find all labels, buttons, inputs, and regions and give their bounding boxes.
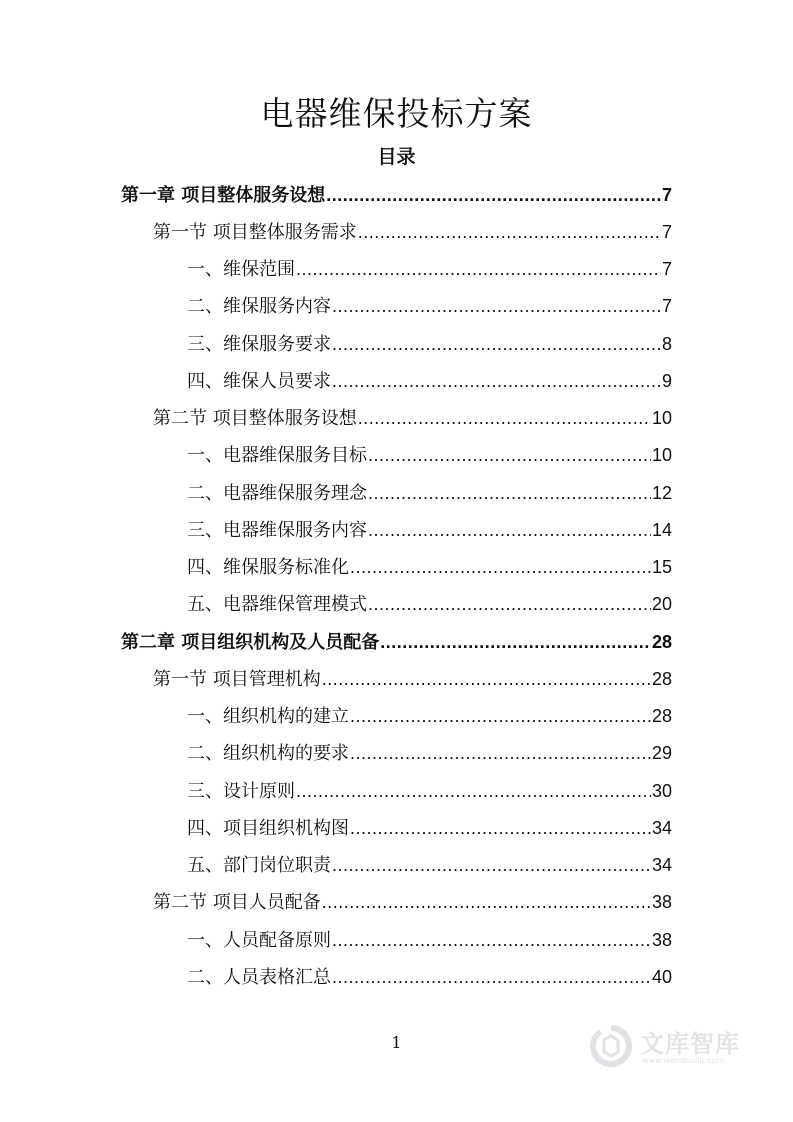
toc-entry[interactable] bbox=[187, 479, 672, 507]
toc-entry[interactable] bbox=[121, 181, 672, 209]
toc-dot-leader bbox=[350, 814, 651, 842]
toc-entry[interactable] bbox=[187, 963, 672, 991]
toc-dot-leader bbox=[296, 255, 661, 283]
watermark-url: www.wenduolib.com bbox=[642, 1056, 725, 1065]
toc-entry[interactable] bbox=[187, 255, 672, 283]
toc-entry[interactable] bbox=[187, 590, 672, 618]
toc-dot-leader bbox=[358, 404, 651, 432]
toc-entry-page: 28 bbox=[651, 706, 672, 726]
toc-dot-leader bbox=[332, 851, 651, 879]
toc-dot-leader bbox=[350, 739, 651, 767]
toc-entry[interactable] bbox=[187, 926, 672, 954]
toc-dot-leader bbox=[332, 926, 651, 954]
toc-entry-page: 7 bbox=[661, 259, 672, 279]
toc-entry-label: 一、组织机构的建立 bbox=[187, 706, 349, 727]
watermark-name: 文库智库 bbox=[640, 1030, 740, 1058]
toc-entry[interactable] bbox=[187, 777, 672, 805]
toc-entry[interactable] bbox=[153, 218, 672, 246]
toc-entry[interactable] bbox=[187, 739, 672, 767]
toc-dot-leader bbox=[368, 479, 651, 507]
toc-entry-page: 10 bbox=[651, 408, 672, 428]
toc-entry-page: 20 bbox=[651, 594, 672, 614]
toc-entry[interactable] bbox=[153, 665, 672, 693]
toc-entry[interactable] bbox=[187, 553, 672, 581]
toc-dot-leader bbox=[332, 292, 661, 320]
toc-entry[interactable] bbox=[187, 330, 672, 358]
toc-entry-page: 7 bbox=[661, 222, 672, 242]
toc-entry[interactable] bbox=[153, 888, 672, 916]
toc-dot-leader bbox=[368, 516, 651, 544]
toc-entry-page: 38 bbox=[651, 930, 672, 950]
toc-entry-page: 12 bbox=[651, 483, 672, 503]
toc-entry[interactable] bbox=[187, 814, 672, 842]
toc-entry-label: 五、电器维保管理模式 bbox=[187, 594, 367, 615]
toc-dot-leader bbox=[358, 218, 661, 246]
toc-entry-page: 40 bbox=[651, 967, 672, 987]
toc-entry-page: 34 bbox=[651, 818, 672, 838]
toc-entry-label: 第一节 项目管理机构 bbox=[153, 669, 321, 690]
toc-heading: 目录 bbox=[377, 146, 416, 168]
toc-entry-page: 28 bbox=[651, 669, 672, 689]
toc-entry[interactable] bbox=[187, 292, 672, 320]
toc-dot-leader bbox=[368, 590, 651, 618]
toc-entry[interactable] bbox=[187, 441, 672, 469]
toc-entry-page: 28 bbox=[651, 632, 672, 652]
page-number: 1 bbox=[391, 1033, 402, 1052]
toc-entry-page: 29 bbox=[651, 743, 672, 763]
toc-dot-leader bbox=[332, 367, 661, 395]
toc-entry[interactable] bbox=[187, 702, 672, 730]
document-title: 电器维保投标方案 bbox=[260, 94, 533, 133]
watermark-logo-icon bbox=[586, 1022, 636, 1072]
toc-entry-label: 二、电器维保服务理念 bbox=[187, 483, 367, 504]
toc-entry-page: 34 bbox=[651, 855, 672, 875]
toc-entry-label: 第二章 项目组织机构及人员配备 bbox=[121, 632, 380, 653]
toc-entry[interactable] bbox=[187, 367, 672, 395]
toc-entry-page: 30 bbox=[651, 781, 672, 801]
toc-entry-label: 三、电器维保服务内容 bbox=[187, 520, 367, 541]
toc-entry-label: 第二节 项目人员配备 bbox=[153, 892, 321, 913]
watermark bbox=[586, 1018, 766, 1078]
toc-entry-label: 第一章 项目整体服务设想 bbox=[121, 185, 326, 206]
toc-dot-leader bbox=[368, 441, 651, 469]
toc-entry[interactable] bbox=[187, 516, 672, 544]
toc-entry-label: 二、组织机构的要求 bbox=[187, 743, 349, 764]
toc-dot-leader bbox=[332, 963, 651, 991]
toc-entry-label: 四、维保人员要求 bbox=[187, 371, 331, 392]
toc-entry[interactable] bbox=[153, 404, 672, 432]
toc-dot-leader bbox=[350, 553, 651, 581]
toc-entry-page: 10 bbox=[651, 445, 672, 465]
toc-dot-leader bbox=[332, 330, 661, 358]
toc-entry-label: 二、人员表格汇总 bbox=[187, 967, 331, 988]
toc-entry-label: 四、项目组织机构图 bbox=[187, 818, 349, 839]
toc-entry-label: 第一节 项目整体服务需求 bbox=[153, 222, 357, 243]
toc-dot-leader bbox=[296, 777, 651, 805]
toc-entry-label: 四、维保服务标准化 bbox=[187, 557, 349, 578]
toc-entry-page: 7 bbox=[661, 296, 672, 316]
toc-entry-label: 一、人员配备原则 bbox=[187, 930, 331, 951]
toc-dot-leader bbox=[326, 181, 661, 209]
toc-entry-page: 14 bbox=[651, 520, 672, 540]
toc-entry-page: 38 bbox=[651, 892, 672, 912]
toc-entry-label: 一、电器维保服务目标 bbox=[187, 445, 367, 466]
toc-entry-page: 9 bbox=[661, 371, 672, 391]
toc-dot-leader bbox=[322, 665, 651, 693]
toc-dot-leader bbox=[350, 702, 651, 730]
toc-entry[interactable] bbox=[121, 628, 672, 656]
toc-entry-label: 五、部门岗位职责 bbox=[187, 855, 331, 876]
toc-dot-leader bbox=[380, 628, 651, 656]
toc-entry-label: 二、维保服务内容 bbox=[187, 296, 331, 317]
toc-entry-page: 15 bbox=[651, 557, 672, 577]
toc-entry-label: 三、设计原则 bbox=[187, 781, 295, 802]
toc-entry-label: 一、维保范围 bbox=[187, 259, 295, 280]
toc-entry-label: 第二节 项目整体服务设想 bbox=[153, 408, 357, 429]
toc-entry-page: 7 bbox=[661, 185, 672, 205]
toc-entry-page: 8 bbox=[661, 334, 672, 354]
toc-entry[interactable] bbox=[187, 851, 672, 879]
toc-entry-label: 三、维保服务要求 bbox=[187, 334, 331, 355]
toc-dot-leader bbox=[322, 888, 651, 916]
